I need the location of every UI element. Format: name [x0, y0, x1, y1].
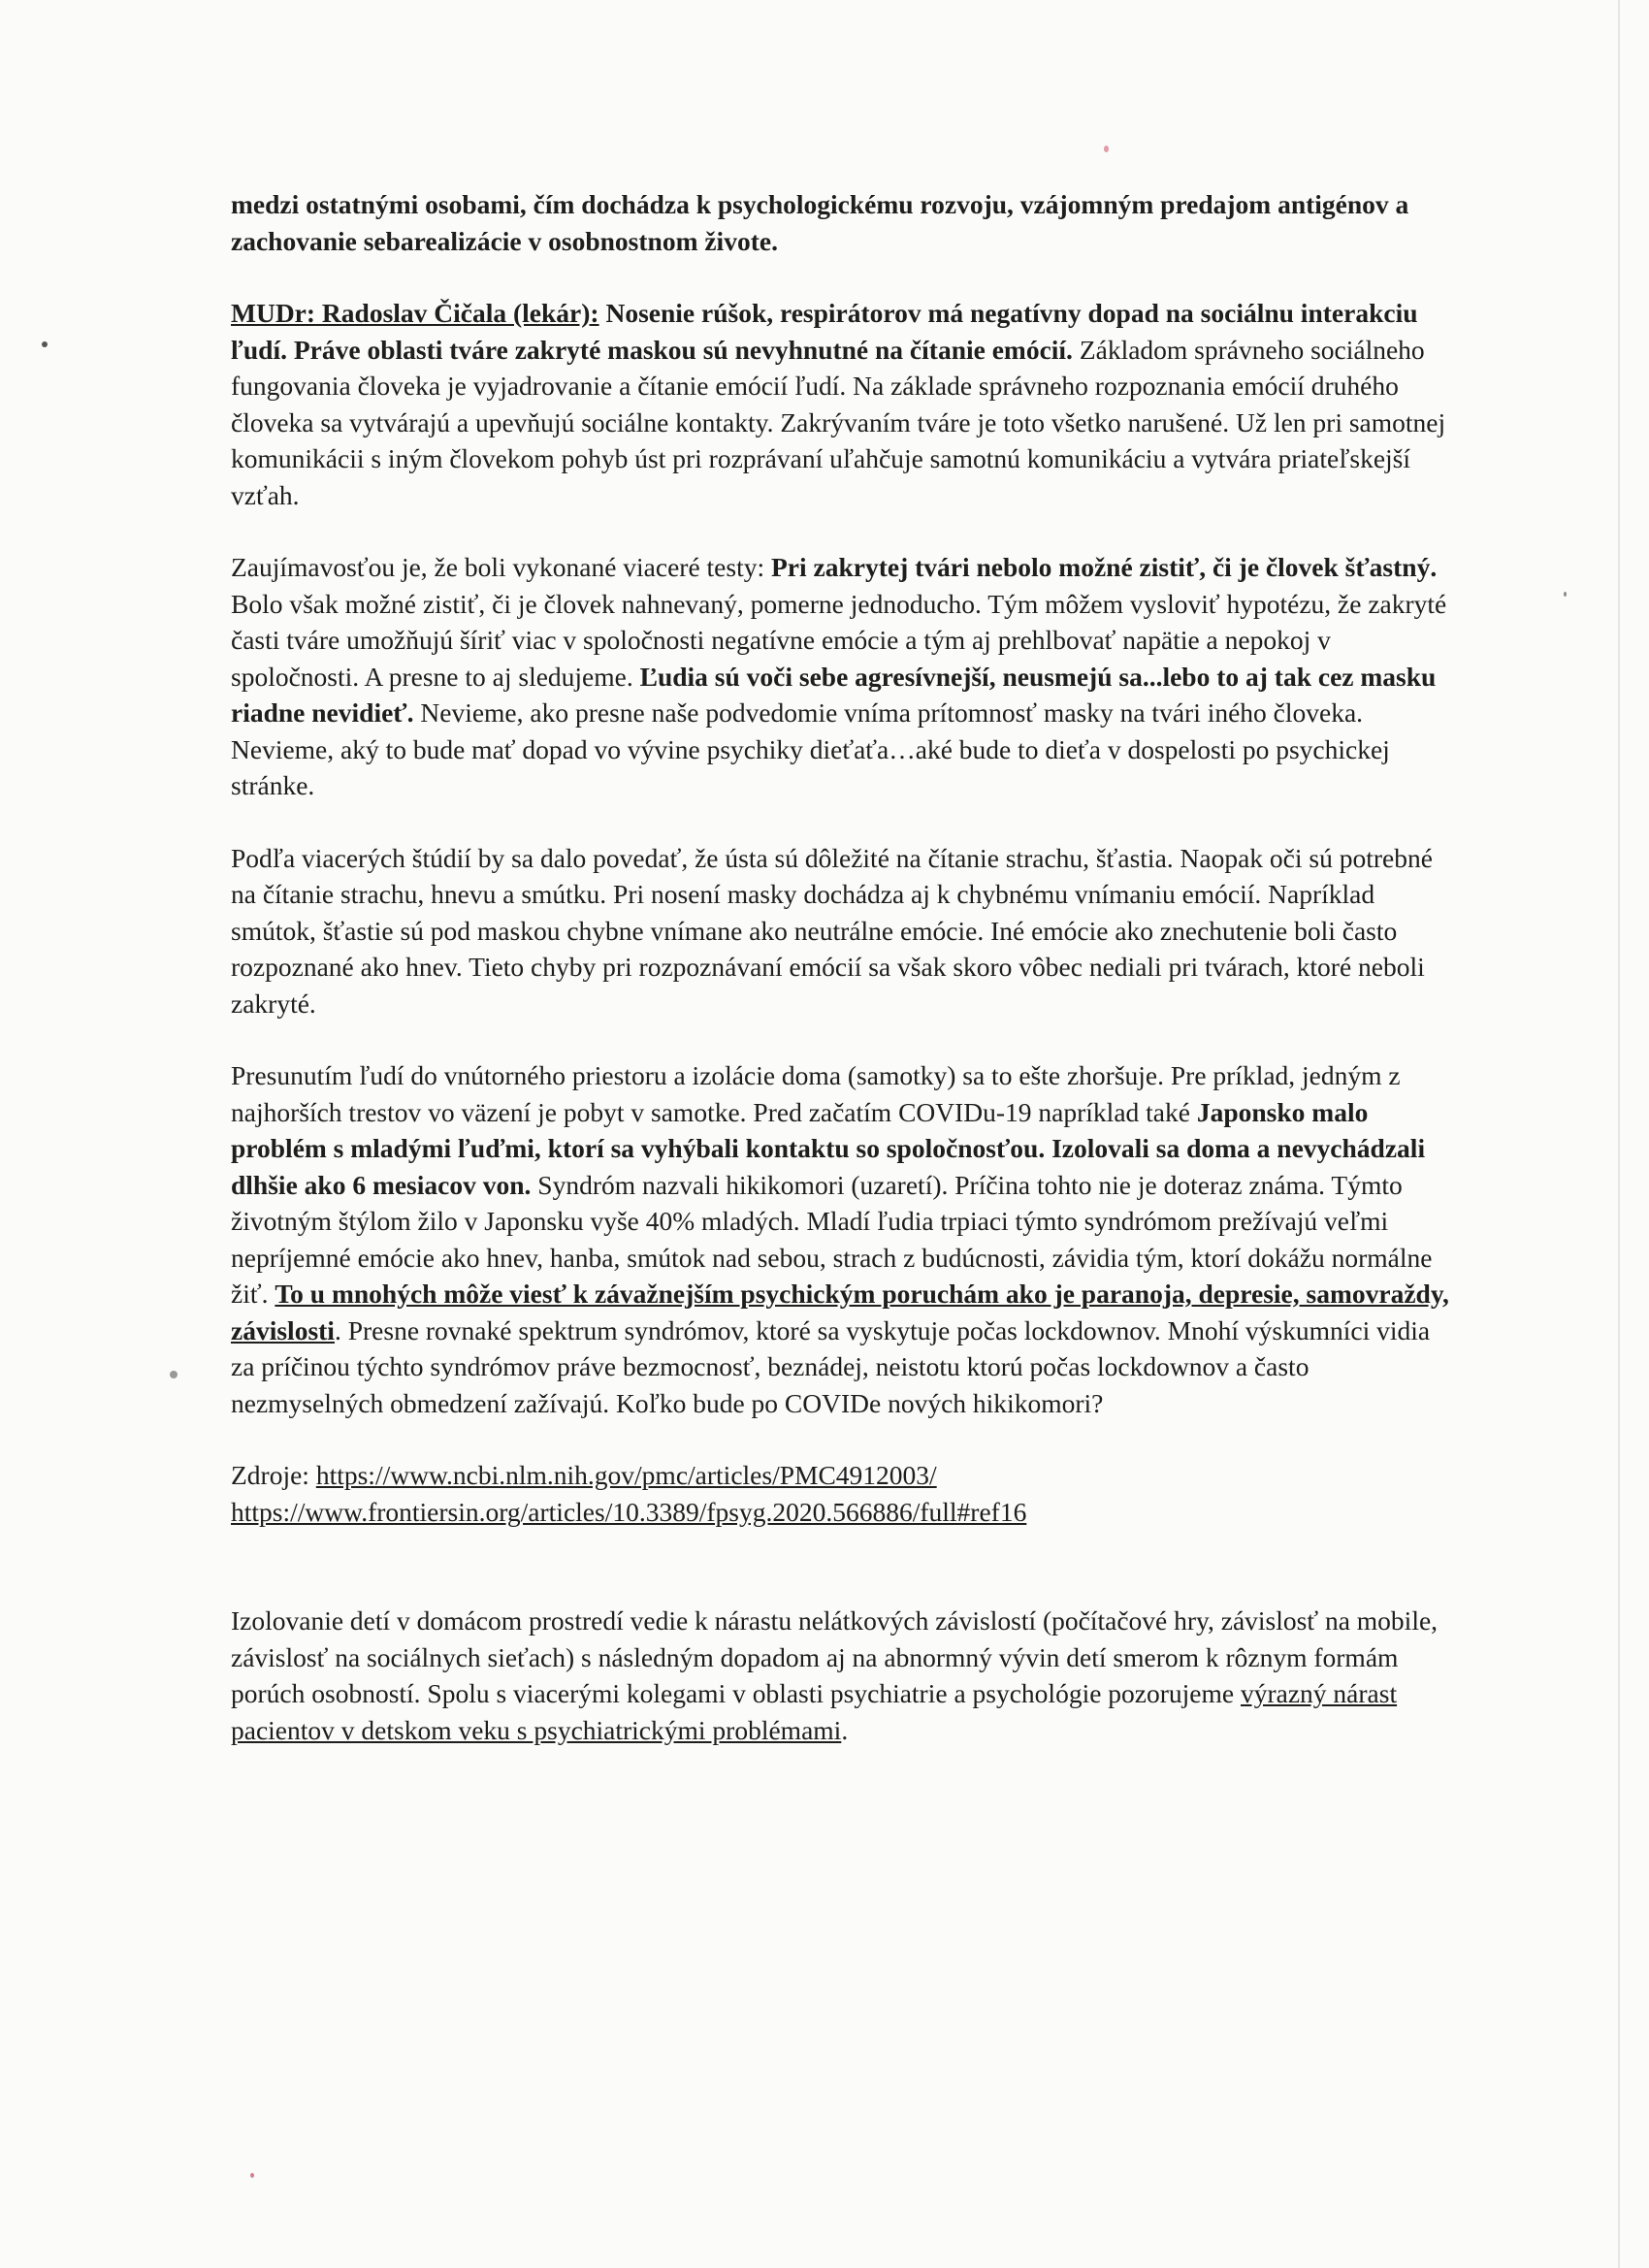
source-link[interactable]: https://www.ncbi.nlm.nih.gov/pmc/articles/PMC4912003/ — [315, 1460, 937, 1490]
scan-speck — [250, 2173, 254, 2178]
text-run: . Presne rovnaké spektrum syndrómov, ktoré sa vyskytuje počas lockdownov. Mnohí výskumníci vidia za príčinou týchto syndrómov práve bezmocnosť, beznádej, neistotu ktorú počas lockdownov a často nezmyselných obmedzení zažívajú. Koľko bude po COVIDe nových hikikomori? — [231, 1314, 1431, 1418]
text-run: Pri zakrytej tvári nebolo možné zistiť, či je človek šťastný. — [770, 552, 1438, 582]
scan-speck — [170, 1371, 178, 1378]
text-run: Podľa viacerých štúdií by sa dalo povedať, že ústa sú dôležité na čítanie strachu, šťastia. Naopak oči sú potrebné na čítanie strachu, hnevu a smútku. Pri nosení masky dochádza aj k chybnému vnímaniu emócií. Napríklad smútok, šťastie sú pod maskou chybne vnímane ako neutrálne emócie. Iné emócie ako znechutenie boli často rozpoznané ako hnev. Tieto chyby pri rozpoznávaní emócií sa však skoro vôbec nediali pri tvárach, ktoré neboli zakryté. — [231, 842, 1433, 1019]
paragraph-p4 — [231, 840, 1453, 1022]
paragraph-p3 — [231, 549, 1453, 804]
text-run: medzi ostatnými osobami, čím dochádza k psychologickému rozvoju, vzájomným predajom antigénov a zachovanie sebarealizácie v osobnostnom živote. — [231, 189, 1409, 256]
source-link[interactable]: https://www.frontiersin.org/articles/10.3389/fpsyg.2020.566886/full#ref16 — [231, 1496, 1027, 1527]
text-run: Izolovanie detí v domácom prostredí vedie k nárastu nelátkových závislostí (počítačové hry, závislosť na mobile, závislosť na sociálnych sieťach) s následným dopadom aj na abnormný vývin detí smerom k rôznym formám porúch osobností. Spolu s viacerými kolegami v oblasti psychiatrie a psychológie pozorujeme — [231, 1605, 1439, 1708]
paragraph-p5 — [231, 1057, 1453, 1421]
text-run: . — [841, 1714, 849, 1745]
text-run: Základom správneho sociálneho fungovania človeka je vyjadrovanie a čítanie emócií ľudí. Na základe správneho rozpoznania emócií druhého človeka sa vytvárajú a upevňujú sociálne kontakty. Zakrývaním tváre je toto všetko narušené. Už len pri samotnej komunikácii s iným človekom pohyb úst pri rozprávaní uľahčuje samotnú komunikáciu a vytvára priateľskejší vzťah. — [231, 334, 1446, 510]
scan-edge-line — [1618, 0, 1620, 2268]
scan-speck — [1564, 592, 1567, 597]
text-run: To u mnohých môže viesť k závažnejším psychickým poruchám ako je paranoja, depresie, samovraždy, závislosti — [231, 1279, 1449, 1345]
text-run: Japonsko malo problém s mladými ľuďmi, ktorí sa vyhýbali kontaktu so spoločnosťou. Izolovali sa doma a nevychádzali dlhšie ako 6 mesiacov von. — [231, 1096, 1426, 1200]
text-run: Syndróm nazvali hikikomori (uzaretí). Príčina tohto nie je doteraz známa. Týmto životným štýlom žilo v Japonsku vyše 40% mladých. Mladí ľudia trpiaci týmto syndrómom prežívajú veľmi nepríjemné emócie ako hnev, hanba, smútok nad sebou, strach z budúcnosti, závidia tým, ktorí dokážu normálne žiť. — [231, 1169, 1433, 1309]
text-run: Ľudia sú voči sebe agresívnejší, neusmejú sa...lebo to aj tak cez masku riadne nevidieť. — [231, 661, 1437, 728]
text-run: Presunutím ľudí do vnútorného priestoru a izolácie doma (samotky) sa to ešte zhoršuje. Pre príklad, jedným z najhorších trestov vo väzení je pobyt v samotke. Pred začatím COVIDu-19 napríklad také — [231, 1060, 1401, 1127]
scan-speck — [42, 341, 48, 347]
text-run: Zaujímavosťou je, že boli vykonané viaceré testy: — [231, 552, 771, 582]
text-run: Nosenie rúšok, respirátorov má negatívny dopad na sociálnu interakciu ľudí. Práve oblasti tváre zakryté maskou sú nevyhnutné na čítanie emócií. — [231, 298, 1418, 365]
text-run: Nevieme, ako presne naše podvedomie vníma prítomnosť masky na tvári iného človeka. Nevieme, aký to bude mať dopad vo vývine psychiky dieťaťa…aké bude to dieťa v dospelosti po psychickej stránke. — [231, 697, 1390, 800]
document-body — [231, 186, 1453, 1784]
paragraph-p7 — [231, 1603, 1453, 1748]
text-run: výrazný nárast pacientov v detskom veku s psychiatrickými problémami — [231, 1678, 1398, 1745]
text-run: Zdroje: — [231, 1460, 316, 1490]
paragraph-p6 — [231, 1457, 1453, 1530]
text-run: MUDr: Radoslav Čičala (lekár): — [231, 298, 599, 328]
paragraph-p1 — [231, 186, 1453, 259]
text-run: Bolo však možné zistiť, či je človek nahnevaný, pomerne jednoducho. Tým môžem vysloviť hypotézu, že zakryté časti tváre umožňujú šíriť viac v spoločnosti negatívne emócie a tým aj prehlbovať napätie a nepokoj v spoločnosti. A presne to aj sledujeme. — [231, 588, 1447, 692]
scan-speck — [1104, 146, 1109, 152]
paragraph-p2 — [231, 295, 1453, 513]
